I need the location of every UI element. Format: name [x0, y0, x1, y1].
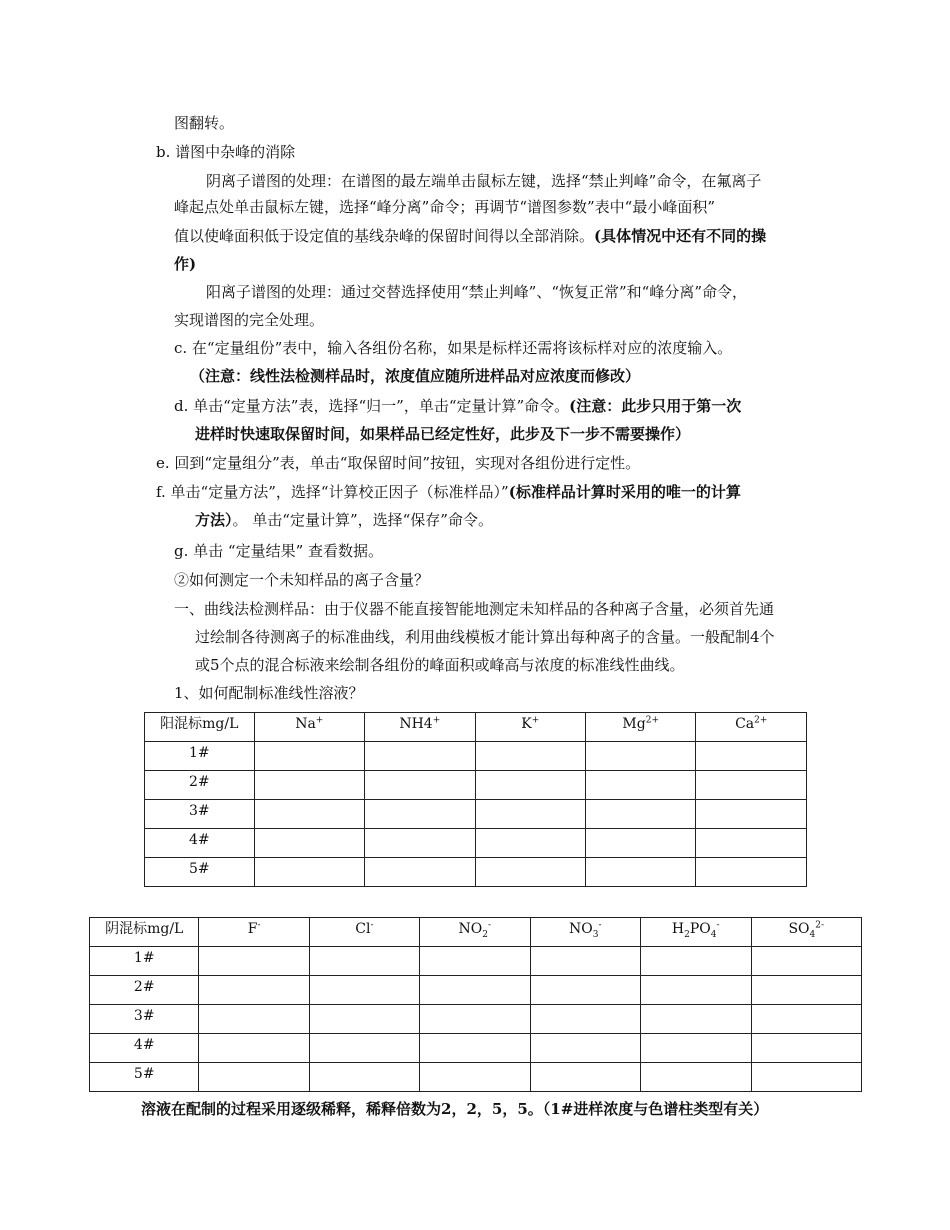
table-cell: [585, 829, 696, 858]
table-cell: [696, 829, 807, 858]
table-cell: [696, 771, 807, 800]
table-cell: [696, 742, 807, 771]
bold-note: （注意：线性法检测样品时，浓度值应随所进样品对应浓度而修改）: [190, 367, 641, 385]
table-cell: [530, 1005, 640, 1034]
table-cell: [640, 947, 751, 976]
table-header-row: [90, 918, 862, 947]
table-cell: [254, 858, 364, 887]
table-row: [145, 858, 807, 887]
step-d: [174, 396, 741, 416]
table-cell: [475, 858, 585, 887]
table-cell: [365, 829, 476, 858]
ion-symbol: NO: [458, 921, 483, 937]
table-cell: [530, 1034, 640, 1063]
paragraph-line: [174, 226, 766, 246]
table-row: [90, 947, 862, 976]
table-cell: [420, 1034, 530, 1063]
table-row: [145, 829, 807, 858]
table-cell: [365, 800, 476, 829]
ion-subscript: 4: [710, 929, 717, 940]
table-cell: [751, 1063, 861, 1092]
table-cell: [751, 976, 861, 1005]
table-cell: [640, 1005, 751, 1034]
paragraph-text: d. 单击“定量方法”表，选择“归一”，单击“定量计算”命令。: [174, 397, 570, 415]
row-label: 5#: [90, 1063, 199, 1092]
table-cell: [309, 1063, 419, 1092]
footer-note: 溶液在配制的过程采用逐级稀释，稀释倍数为2，2，5，5。（1#进样浓度与色谱柱类型有关）: [141, 1100, 769, 1118]
table-cell: [420, 1063, 530, 1092]
table-cell: [585, 800, 696, 829]
bold-note: (标准样品计算时采用的唯一的计算: [508, 483, 741, 501]
table-row: [90, 976, 862, 1005]
table-row: [145, 742, 807, 771]
table-cell: [751, 947, 861, 976]
table-header-cell: [475, 713, 585, 742]
ion-symbol: K: [521, 716, 532, 732]
table-cell: [530, 1063, 640, 1092]
bold-note: 进样时快速取保留时间，如果样品已经定性好，此步及下一步不需要操作）: [195, 425, 691, 443]
ion-symbol: NO: [568, 921, 593, 937]
cation-standards-table: [144, 712, 807, 887]
paragraph-line: 峰起点处单击鼠标左键，选择“峰分离”命令；再调节“谱图参数”表中“最小峰面积”: [174, 198, 716, 216]
ion-symbol: PO: [689, 921, 711, 937]
ion-charge: -: [598, 920, 602, 931]
table-cell: [420, 947, 530, 976]
table-header-cell: [751, 918, 861, 947]
table-cell: [585, 858, 696, 887]
table-header-cell: 阳混标mg/L: [145, 713, 255, 742]
section-heading-b: b. 谱图中杂峰的消除: [156, 143, 296, 161]
table-cell: [751, 1034, 861, 1063]
table-cell: [199, 1034, 309, 1063]
paragraph-text: 值以使峰面积低于设定值的基线杂峰的保留时间得以全部消除。: [174, 227, 595, 245]
table-cell: [475, 829, 585, 858]
table-cell: [475, 771, 585, 800]
step-g: g. 单击 “定量结果” 查看数据。: [174, 542, 384, 560]
table-cell: [365, 742, 476, 771]
bold-note: 作): [174, 255, 197, 273]
paragraph-text: 。 单击“定量计算”，选择“保存”命令。: [232, 511, 493, 529]
question-heading: ②如何测定一个未知样品的离子含量？: [174, 571, 430, 589]
row-label: 2#: [145, 771, 255, 800]
anion-standards-table: [89, 917, 862, 1092]
table-row: [90, 1005, 862, 1034]
ion-charge: -: [716, 920, 720, 931]
ion-charge: -: [488, 920, 492, 931]
row-label: 4#: [90, 1034, 199, 1063]
table-cell: [365, 771, 476, 800]
table-cell: [420, 976, 530, 1005]
row-label: 5#: [145, 858, 255, 887]
ion-symbol: NH4: [399, 716, 433, 732]
table-header-cell: [530, 918, 640, 947]
table-cell: [696, 800, 807, 829]
bold-note: (注意：此步只用于第一次: [569, 397, 742, 415]
table-header-cell: [696, 713, 807, 742]
ion-charge: -: [257, 920, 261, 931]
paragraph-line: 图翻转。: [174, 114, 235, 132]
table-cell: [199, 976, 309, 1005]
ion-symbol: Na: [295, 716, 316, 732]
paragraph-line: 一、曲线法检测样品：由于仪器不能直接智能地测定未知样品的各种离子含量，必须首先通: [174, 600, 775, 618]
paragraph-line: 实现谱图的完全处理。: [174, 311, 325, 329]
table-cell: [254, 800, 364, 829]
table-row: [90, 1034, 862, 1063]
paragraph-line: 阳离子谱图的处理：通过交替选择使用“禁止判峰”、“恢复正常”和“峰分离”命令，: [206, 283, 748, 301]
table-cell: [254, 829, 364, 858]
step-c: c. 在“定量组份”表中，输入各组份名称，如果是标样还需将该标样对应的浓度输入。: [174, 339, 733, 357]
row-label: 3#: [90, 1005, 199, 1034]
ion-charge: 2+: [754, 715, 768, 726]
table-header-cell: [640, 918, 751, 947]
table-cell: [254, 742, 364, 771]
ion-charge: +: [432, 715, 441, 726]
row-label: 3#: [145, 800, 255, 829]
table-header-cell: [585, 713, 696, 742]
ion-subscript: 2: [684, 929, 690, 940]
bold-note: 方法）: [195, 511, 233, 529]
table-header-row: [145, 713, 807, 742]
table-cell: [640, 976, 751, 1005]
table-cell: [751, 1005, 861, 1034]
step-f: [156, 482, 741, 502]
table-cell: [309, 976, 419, 1005]
ion-charge: 2+: [645, 715, 659, 726]
bold-note: (具体情况中还有不同的操: [594, 227, 767, 245]
ion-charge: +: [531, 715, 540, 726]
ion-symbol: Cl: [355, 921, 371, 937]
table-cell: [199, 947, 309, 976]
table-cell: [199, 1063, 309, 1092]
subsection-heading: 1、如何配制标准线性溶液？: [174, 684, 364, 702]
table-cell: [365, 858, 476, 887]
ion-symbol: Mg: [622, 716, 646, 732]
table-row: [145, 771, 807, 800]
paragraph-line: 过绘制各待测离子的标准曲线，利用曲线模板才能计算出每种离子的含量。一般配制4个: [195, 628, 775, 646]
table-cell: [254, 771, 364, 800]
table-cell: [475, 742, 585, 771]
table-row: [90, 1063, 862, 1092]
table-header-cell: [254, 713, 364, 742]
ion-symbol: H: [671, 921, 685, 937]
row-label: 1#: [145, 742, 255, 771]
table-cell: [640, 1063, 751, 1092]
table-cell: [585, 742, 696, 771]
table-cell: [309, 947, 419, 976]
table-cell: [420, 1005, 530, 1034]
ion-symbol: SO: [788, 921, 810, 937]
ion-charge: 2-: [815, 920, 825, 931]
table-cell: [199, 1005, 309, 1034]
ion-symbol: Ca: [735, 716, 755, 732]
paragraph-line: 阴离子谱图的处理：在谱图的最左端单击鼠标左键，选择“禁止判峰”命令，在氟离子: [206, 172, 762, 190]
row-label: 4#: [145, 829, 255, 858]
table-header-cell: [420, 918, 530, 947]
table-cell: [585, 771, 696, 800]
paragraph-line: [195, 510, 493, 530]
paragraph-line: 或5个点的混合标液来绘制各组份的峰面积或峰高与浓度的标准线性曲线。: [195, 656, 685, 674]
table-header-cell: 阴混标mg/L: [90, 918, 199, 947]
step-e: e. 回到“定量组分”表，单击“取保留时间”按钮，实现对各组份进行定性。: [156, 454, 641, 472]
table-cell: [696, 858, 807, 887]
ion-subscript: 4: [809, 929, 816, 940]
ion-subscript: 3: [592, 929, 599, 940]
ion-subscript: 2: [482, 929, 489, 940]
table-cell: [640, 1034, 751, 1063]
table-cell: [309, 1005, 419, 1034]
table-cell: [309, 1034, 419, 1063]
table-row: [145, 800, 807, 829]
paragraph-text: f. 单击“定量方法”，选择“计算校正因子（标准样品）”: [156, 483, 509, 501]
table-cell: [475, 800, 585, 829]
table-header-cell: [199, 918, 309, 947]
ion-charge: -: [370, 920, 374, 931]
table-cell: [530, 947, 640, 976]
table-header-cell: [309, 918, 419, 947]
ion-symbol: F: [247, 921, 258, 937]
ion-charge: +: [315, 715, 324, 726]
row-label: 1#: [90, 947, 199, 976]
table-cell: [530, 976, 640, 1005]
table-header-cell: [365, 713, 476, 742]
row-label: 2#: [90, 976, 199, 1005]
